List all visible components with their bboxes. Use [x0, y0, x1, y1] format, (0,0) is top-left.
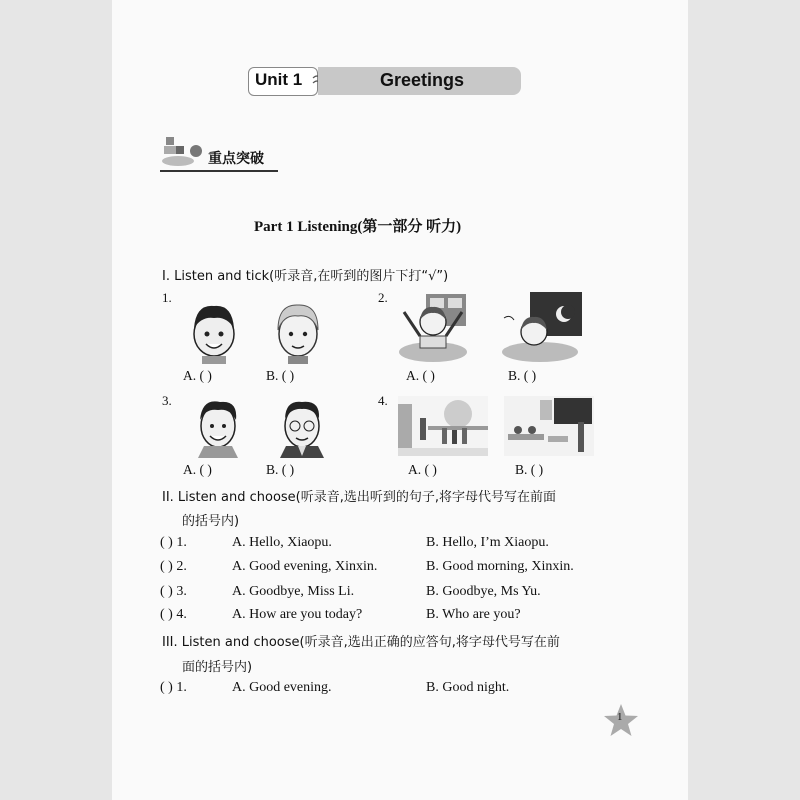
option-b-sentence: B. Good night.	[426, 680, 510, 695]
answer-bracket-number[interactable]: ( ) 2.	[160, 559, 187, 574]
classroom-scene-picture	[504, 396, 594, 456]
part-title: Part 1 Listening(第一部分 听力)	[254, 219, 462, 235]
question-2-heading: II. Listen and choose(听录音,选出听到的句子,将字母代号写在前面	[162, 490, 557, 505]
young-man-picture	[192, 396, 244, 458]
man-glasses-picture	[276, 396, 328, 458]
option-a-sentence: A. Hello, Xiaopu.	[232, 535, 332, 550]
unit-title: Greetings	[380, 70, 465, 90]
item-number: 3.	[162, 393, 172, 408]
item-number: 1.	[162, 290, 172, 305]
question-1-heading: I. Listen and tick(听录音,在听到的图片下打“√”)	[162, 269, 449, 284]
option-b-sentence: B. Goodbye, Ms Yu.	[426, 584, 541, 599]
girl-waking-picture	[398, 292, 468, 362]
answer-bracket-number[interactable]: ( ) 4.	[160, 607, 187, 622]
section-title: 重点突破	[208, 151, 264, 167]
option-a-sentence: A. How are you today?	[232, 607, 363, 622]
option-b-sentence: B. Who are you?	[426, 607, 521, 622]
option-a-sentence: A. Good evening.	[232, 680, 332, 695]
option-a-blank[interactable]: A. ( )	[406, 368, 435, 383]
answer-bracket-number[interactable]: ( ) 1.	[160, 535, 187, 550]
option-b-sentence: B. Good morning, Xinxin.	[426, 559, 574, 574]
question-3-heading-cont: 面的括号内)	[182, 660, 253, 675]
fair-hair-boy-picture	[272, 300, 324, 364]
option-b-blank[interactable]: B. ( )	[266, 368, 295, 383]
option-b-blank[interactable]: B. ( )	[266, 462, 295, 477]
section-underline	[160, 170, 278, 172]
question-3-heading: III. Listen and choose(听录音,选出正确的应答句,将字母代号写在前	[162, 635, 560, 650]
question-2-heading-cont: 的括号内)	[182, 514, 240, 529]
option-a-sentence: A. Goodbye, Miss Li.	[232, 584, 355, 599]
school-gate-scene-picture	[398, 396, 488, 456]
option-b-blank[interactable]: B. ( )	[515, 462, 544, 477]
answer-bracket-number[interactable]: ( ) 3.	[160, 584, 187, 599]
option-a-sentence: A. Good evening, Xinxin.	[232, 559, 378, 574]
girl-sleepy-night-picture	[500, 292, 582, 362]
option-b-blank[interactable]: B. ( )	[508, 368, 537, 383]
blocks-icon	[160, 135, 206, 171]
option-a-blank[interactable]: A. ( )	[408, 462, 437, 477]
answer-bracket-number[interactable]: ( ) 1.	[160, 680, 187, 695]
item-number: 4.	[378, 393, 388, 408]
boy-face-picture	[188, 300, 240, 364]
page-number: 1	[617, 711, 623, 723]
option-a-blank[interactable]: A. ( )	[183, 462, 212, 477]
option-a-blank[interactable]: A. ( )	[183, 368, 212, 383]
option-b-sentence: B. Hello, I’m Xiaopu.	[426, 535, 549, 550]
unit-label: Unit 1	[255, 70, 303, 89]
item-number: 2.	[378, 290, 388, 305]
